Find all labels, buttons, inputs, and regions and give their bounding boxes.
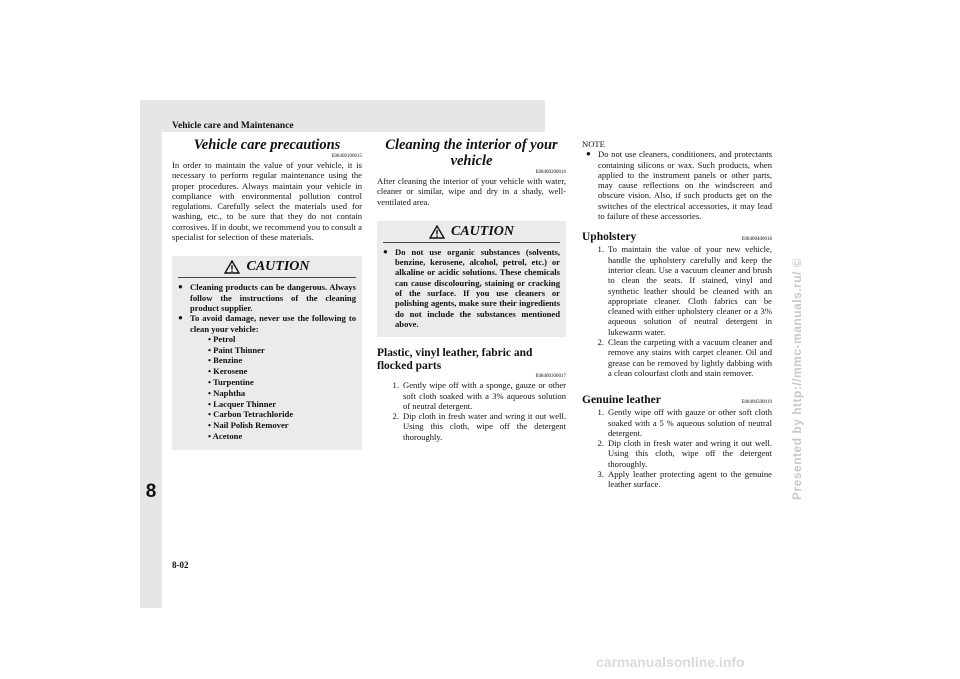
forbidden-products-list	[208, 334, 356, 442]
column-vehicle-care-precautions	[172, 137, 362, 450]
caution-item: ● Cleaning products can be dangerous. Always follow the instructions of the cleaning product supplier.	[178, 282, 356, 313]
bullet-icon: ●	[178, 282, 183, 292]
list-item: • Benzine	[208, 355, 243, 366]
section-title: Cleaning the interior of your vehicle	[385, 137, 558, 169]
page-header-title: Vehicle care and Maintenance	[172, 121, 294, 131]
subsection-header-leather	[582, 394, 772, 407]
numbered-step: 2. Clean the carpeting with a vacuum cleaner and remove any stains with carpet cleaner. Oil and grease can be removed by lightly dabbing with a clean colourfast cloth and stain remover.	[597, 337, 772, 378]
section-code: E08400100015	[331, 154, 362, 159]
warning-triangle-icon	[224, 260, 240, 274]
section-body: In order to maintain the value of your vehicle, it is necessary to perform regular maintenance using the proper procedures. Always maintain your vehicle in compliance with environmental pollution control regulations. Carefully select the materials used for washing, etc., to be sure that they do not contain corrosives. If in doubt, we recommend you to consult a specialist for selection of these materials.	[172, 160, 362, 243]
subsection-code: E08400300017	[535, 374, 566, 380]
numbered-step: 2. Dip cloth in fresh water and wring it out well. Using this cloth, wipe off the detergent thoroughly.	[392, 411, 566, 442]
section-code: E08400200016	[535, 170, 566, 175]
bullet-icon: ●	[383, 246, 388, 256]
side-watermark: Presented by http://mmc-manuals.ru/ ©	[790, 257, 804, 500]
subsection-code: E08400500019	[741, 400, 772, 406]
caution-item: ● Do not use organic substances (solvents, benzine, kerosene, alcohol, petrol, etc.) or alkaline or acidic solutions. These chemicals can cause discolouring, staining or cracking of the surface. If you use cleaners or polishing agents, make sure their ingredients do not include the substances mentioned above.	[383, 246, 560, 329]
subsection-heading: Genuine leather	[582, 394, 661, 407]
page-number: 8-02	[172, 560, 189, 570]
list-item: • Petrol	[208, 333, 236, 344]
caution-box	[377, 221, 566, 337]
section-title: Vehicle care precautions	[193, 137, 341, 153]
numbered-step: 2. Dip cloth in fresh water and wring it out well. Using this cloth, wipe off the detergent thoroughly.	[597, 438, 772, 469]
note-label: NOTE	[582, 139, 605, 149]
subsection-code: E08400400018	[741, 237, 772, 243]
list-item: • Acetone	[208, 431, 243, 442]
caution-title: CAUTION	[450, 223, 514, 239]
left-margin-band	[140, 100, 162, 608]
caution-item: ● To avoid damage, never use the following to clean your vehicle:	[178, 313, 356, 334]
bullet-icon: ●	[178, 313, 183, 323]
caution-header	[383, 225, 560, 243]
list-item: • Kerosene	[208, 366, 248, 377]
list-item: • Carbon Tetrachloride	[208, 409, 294, 420]
list-item: • Naphtha	[208, 387, 246, 398]
numbered-step: 1. Gently wipe off with a sponge, gauze or other soft cloth soaked with a 3% aqueous solution of neutral detergent.	[392, 380, 566, 411]
note-item: ● Do not use cleaners, conditioners, and protectants containing silicons or wax. Such products, when applied to the instrument panels or other parts, may cause reflections on the windscreen and obscure vision. Also, if such products get on the switches of the electrical accessories, it may lead to failure of these accessories.	[582, 149, 772, 221]
caution-title: CAUTION	[246, 259, 310, 275]
list-item: • Paint Thinner	[208, 344, 265, 355]
subsection-header-upholstery	[582, 231, 772, 244]
numbered-step: 1. To maintain the value of your new vehicle, handle the upholstery carefully and keep the interior clean. Use a vacuum cleaner and brush to clean the seats. If stained, vinyl and synthetic leather should be cleaned with an appropriate cleaner. Cloth fabrics can be cleaned with either upholstery cleaner or a 3% aqueous solution of neutral detergent in lukewarm water.	[597, 244, 772, 337]
footer-watermark: carmanualsonline.info	[596, 654, 745, 670]
chapter-tab: 8	[140, 470, 162, 514]
column-upholstery-leather	[582, 139, 772, 490]
caution-header	[178, 260, 356, 278]
list-item: • Turpentine	[208, 377, 254, 388]
section-body: After cleaning the interior of your vehicle with water, cleaner or similar, wipe and dry in a shady, well-ventilated area.	[377, 176, 566, 207]
numbered-step: 3. Apply leather protecting agent to the genuine leather surface.	[597, 469, 772, 490]
bullet-icon: ●	[586, 149, 591, 159]
numbered-step: 1. Gently wipe off with gauze or other soft cloth soaked with a 5 % aqueous solution of neutral detergent.	[597, 407, 772, 438]
list-item: • Nail Polish Remover	[208, 420, 289, 431]
subsection-heading: Upholstery	[582, 231, 637, 244]
warning-triangle-icon	[429, 225, 445, 239]
caution-box	[172, 256, 362, 449]
list-item: • Lacquer Thinner	[208, 398, 277, 409]
subsection-heading-plastic: Plastic, vinyl leather, fabric and flocked parts	[377, 347, 533, 373]
column-interior-cleaning	[377, 137, 566, 442]
